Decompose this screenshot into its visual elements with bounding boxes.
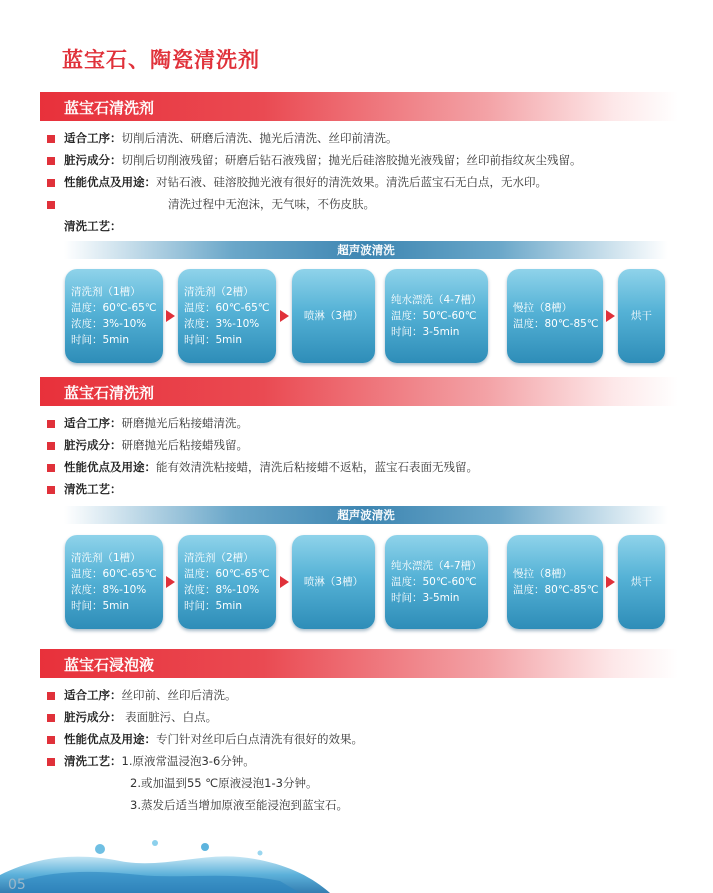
process-step [618, 535, 665, 629]
step-line: 喷淋（3槽） [303, 310, 364, 322]
process-step [507, 535, 603, 629]
item-value: 丝印前、丝印后清洗。 [121, 688, 237, 702]
list-item [47, 687, 237, 703]
list-item [47, 196, 64, 212]
list-item [47, 709, 217, 725]
item-key: 适合工序： [64, 688, 122, 702]
page-number: 05 [8, 877, 26, 893]
step-line: 慢拉（8槽） [513, 568, 573, 580]
step-line: 浓度：3%-10% [71, 318, 147, 330]
process-step [618, 269, 665, 363]
item-key: 脏污成分： [64, 438, 122, 452]
item-value: 3.蒸发后适当增加原液至能浸泡到蓝宝石。 [130, 798, 348, 812]
step-line: 烘干 [631, 310, 652, 322]
step-line: 清洗剂（1槽） [71, 552, 141, 564]
bullet-icon [47, 201, 55, 209]
step-line: 时间：5min [184, 334, 242, 346]
list-item [47, 753, 255, 769]
bullet-icon [47, 157, 55, 165]
list-item [47, 130, 398, 146]
step-line: 时间：3-5min [391, 326, 460, 338]
step-line: 时间：5min [71, 600, 129, 612]
step-line: 温度：80℃-85℃ [513, 584, 599, 596]
arrow-right-icon [166, 310, 175, 322]
page-title: 蓝宝石、陶瓷清洗剂 [62, 48, 260, 72]
item-value: 切削后清洗、研磨后清洗、抛光后清洗、丝印前清洗。 [121, 131, 398, 145]
arrow-right-icon [606, 576, 615, 588]
process-step [178, 535, 276, 629]
bullet-icon [47, 486, 55, 494]
step-line: 温度：60℃-65℃ [71, 568, 157, 580]
item-key: 脏污成分： [64, 710, 122, 724]
item-value: 表面脏污、白点。 [121, 710, 218, 724]
step-line: 清洗剂（2槽） [184, 552, 254, 564]
list-item [47, 174, 547, 190]
bullet-icon [47, 714, 55, 722]
item-value: 对钻石液、硅溶胶抛光液有很好的清洗效果。清洗后蓝宝石无白点，无水印。 [156, 175, 547, 189]
list-item [47, 152, 582, 168]
list-item [47, 731, 363, 747]
item-value: 能有效清洗粘接蜡，清洗后粘接蜡不返粘，蓝宝石表面无残留。 [156, 460, 478, 474]
arrow-right-icon [280, 310, 289, 322]
arrow-right-icon [166, 576, 175, 588]
item-value: 研磨抛光后粘接蜡残留。 [121, 438, 248, 452]
step-line: 温度：60℃-65℃ [71, 302, 157, 314]
step-line: 纯水漂洗（4-7槽） [391, 294, 482, 306]
list-item [47, 459, 478, 475]
item-value: 研磨抛光后粘接蜡清洗。 [121, 416, 248, 430]
process-step [178, 269, 276, 363]
item-value: 1.原液常温浸泡3-6分钟。 [121, 754, 255, 768]
step-line: 温度：60℃-65℃ [184, 568, 270, 580]
step-line: 时间：5min [71, 334, 129, 346]
bullet-icon [47, 736, 55, 744]
section-title: 蓝宝石浸泡液 [64, 656, 155, 674]
section-header [40, 92, 678, 121]
item-key: 脏污成分： [64, 153, 122, 167]
step-line: 浓度：8%-10% [184, 584, 260, 596]
section-header [40, 649, 678, 678]
step-line: 烘干 [631, 576, 652, 588]
step-line: 清洗剂（2槽） [184, 286, 254, 298]
bullet-icon [47, 758, 55, 766]
section-title: 蓝宝石清洗剂 [64, 384, 155, 402]
step-line: 纯水漂洗（4-7槽） [391, 560, 482, 572]
process-step [507, 269, 603, 363]
step-line: 温度：60℃-65℃ [184, 302, 270, 314]
process-label: 清洗工艺： [64, 219, 122, 233]
item-key: 性能优点及用途： [64, 732, 156, 746]
process-step [65, 535, 163, 629]
arrow-right-icon [606, 310, 615, 322]
item-key: 性能优点及用途： [64, 175, 156, 189]
bullet-icon [47, 442, 55, 450]
item-key: 适合工序： [64, 131, 122, 145]
list-item [47, 437, 248, 453]
step-line: 喷淋（3槽） [303, 576, 364, 588]
list-item [47, 415, 248, 431]
list-item [47, 481, 122, 497]
item-value: 2.或加温到55 ℃原液浸泡1-3分钟。 [130, 776, 318, 790]
step-line: 温度：80℃-85℃ [513, 318, 599, 330]
bullet-icon [47, 179, 55, 187]
item-key: 清洗工艺： [64, 754, 122, 768]
bullet-icon [47, 135, 55, 143]
item-value: 切削后切削液残留；研磨后钻石液残留；抛光后硅溶胶抛光液残留；丝印前指纹灰尘残留。 [121, 153, 582, 167]
step-line: 清洗剂（1槽） [71, 286, 141, 298]
arrow-right-icon [280, 576, 289, 588]
step-line: 时间：3-5min [391, 592, 460, 604]
step-line: 浓度：8%-10% [71, 584, 147, 596]
step-line: 浓度：3%-10% [184, 318, 260, 330]
process-step [65, 269, 163, 363]
step-line: 慢拉（8槽） [513, 302, 573, 314]
section-title: 蓝宝石清洗剂 [64, 99, 155, 117]
ultrasonic-band: 超声波清洗 [64, 506, 668, 524]
water-splash-decoration [0, 835, 340, 893]
step-line: 温度：50℃-60℃ [391, 310, 477, 322]
item-key: 清洗工艺： [64, 482, 122, 496]
item-key: 适合工序： [64, 416, 122, 430]
process-step [292, 269, 375, 363]
ultrasonic-band: 超声波清洗 [64, 241, 668, 259]
bullet-icon [47, 420, 55, 428]
item-value: 专门针对丝印后白点清洗有很好的效果。 [156, 732, 363, 746]
bullet-icon [47, 692, 55, 700]
process-step [292, 535, 375, 629]
section-header [40, 377, 678, 406]
process-step [385, 535, 488, 629]
step-line: 时间：5min [184, 600, 242, 612]
process-step [385, 269, 488, 363]
bullet-icon [47, 464, 55, 472]
step-line: 温度：50℃-60℃ [391, 576, 477, 588]
item-key: 性能优点及用途： [64, 460, 156, 474]
item-value: 清洗过程中无泡沫，无气味，不伤皮肤。 [168, 197, 375, 211]
